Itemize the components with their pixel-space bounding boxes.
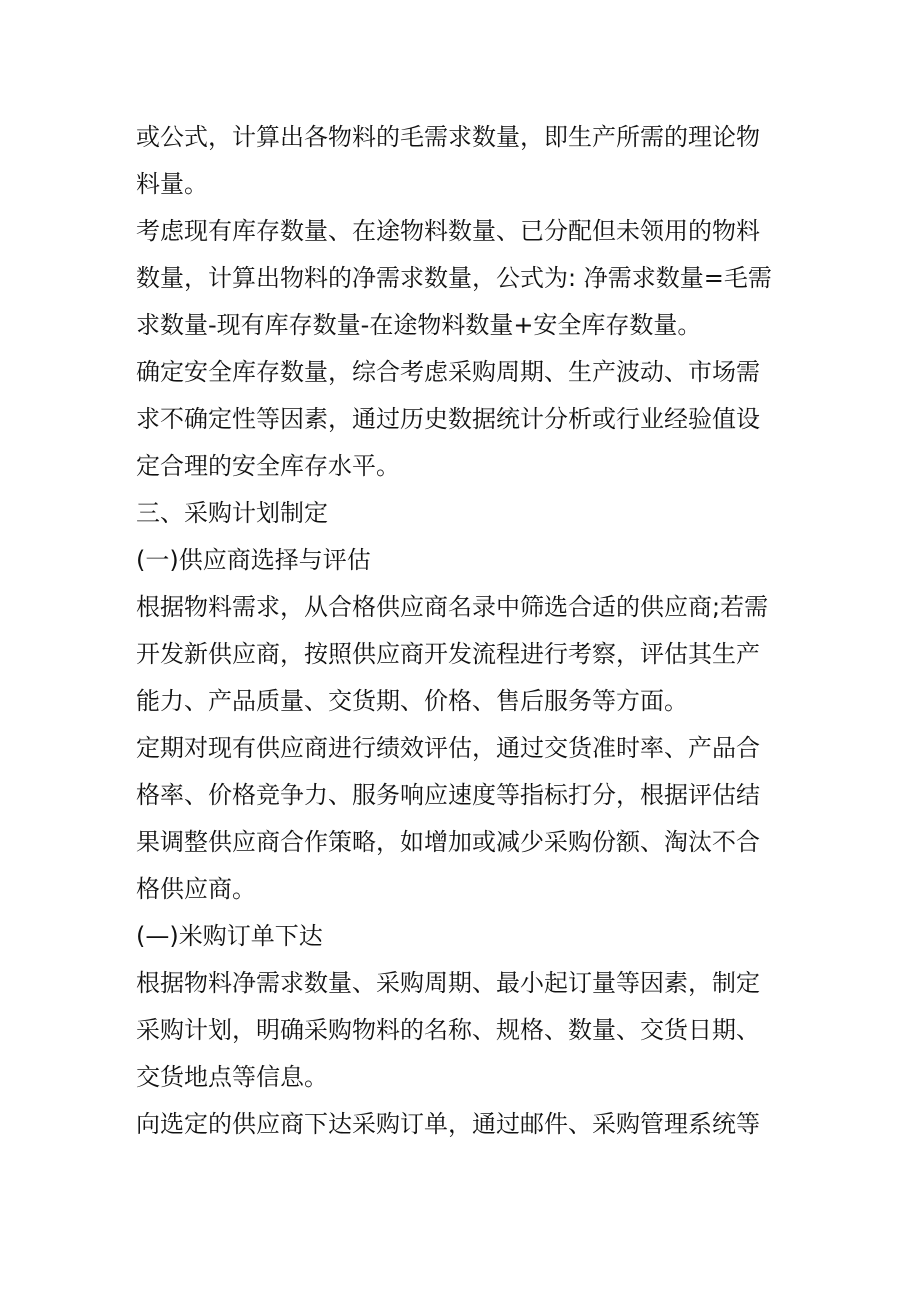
paragraph-line: 根据物料需求，从合格供应商名录中筛选合适的供应商;若需	[136, 593, 769, 621]
paragraph-line: 或公式，计算出各物料的毛需求数量，即生产所需的理论物	[136, 123, 760, 151]
paragraph-line: 交货地点等信息。	[136, 1063, 328, 1091]
paragraph-line: 定合理的安全库存水平。	[136, 452, 400, 480]
section-heading: 三、采购计划制定	[136, 499, 328, 527]
paragraph-line: 考虑现有库存数量、在途物料数量、已分配但未领用的物料	[136, 217, 760, 245]
paragraph-line: 料量。	[136, 170, 208, 198]
paragraph-line: 数量，计算出物料的净需求数量，公式为: 净需求数量=毛需	[136, 264, 772, 292]
paragraph-line: 能力、产品质量、交货期、价格、售后服务等方面。	[136, 687, 688, 715]
paragraph-line: 确定安全库存数量，综合考虑采购周期、生产波动、市场需	[136, 358, 760, 386]
paragraph-line: 果调整供应商合作策略，如增加或减少采购份额、淘汰不合	[136, 828, 760, 856]
subsection-heading: (—)米购订单下达	[136, 922, 323, 950]
paragraph-line: 格供应商。	[136, 875, 256, 903]
paragraph-line: 格率、价格竞争力、服务响应速度等指标打分，根据评估结	[136, 781, 760, 809]
paragraph-line: 求不确定性等因素，通过历史数据统计分析或行业经验值设	[136, 405, 760, 433]
paragraph-line: 定期对现有供应商进行绩效评估，通过交货准时率、产品合	[136, 734, 760, 762]
subsection-heading: (一)供应商选择与评估	[136, 546, 371, 574]
paragraph-line: 开发新供应商，按照供应商开发流程进行考察，评估其生产	[136, 640, 760, 668]
paragraph-line: 求数量-现有库存数量-在途物料数量+安全库存数量。	[136, 311, 702, 339]
paragraph-line: 根据物料净需求数量、采购周期、最小起订量等因素，制定	[136, 969, 760, 997]
paragraph-line: 采购计划，明确采购物料的名称、规格、数量、交货日期、	[136, 1016, 760, 1044]
paragraph-line: 向选定的供应商下达采购订单，通过邮件、采购管理系统等	[136, 1110, 760, 1138]
document-body	[136, 114, 796, 1148]
